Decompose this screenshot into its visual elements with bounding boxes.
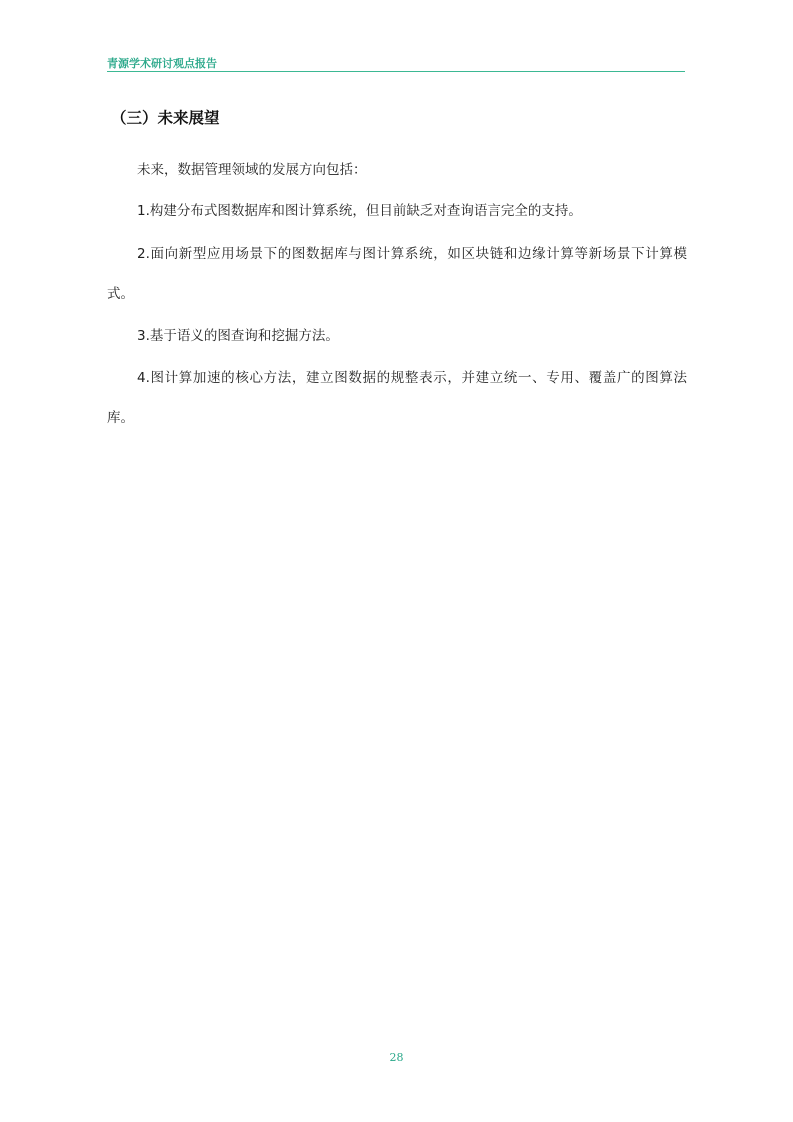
header-divider: [107, 71, 685, 72]
paragraph-intro: 未来，数据管理领域的发展方向包括：: [137, 162, 367, 178]
page-header: [107, 53, 685, 73]
paragraph-item-1: 1.构建分布式图数据库和图计算系统，但目前缺乏对查询语言完全的支持。: [137, 203, 582, 219]
paragraph-item-3: 3.基于语义的图查询和挖掘方法。: [137, 328, 339, 344]
paragraph-item-4: 4.图计算加速的核心方法，建立图数据的规整表示，并建立统一、专用、覆盖广的图算法库。: [107, 370, 687, 426]
page-number: 28: [389, 1051, 404, 1064]
paragraph-item-2: 2.面向新型应用场景下的图数据库与图计算系统，如区块链和边缘计算等新场景下计算模式。: [107, 246, 687, 302]
section-heading: （三）未来展望: [111, 109, 220, 127]
header-title: 青源学术研讨观点报告: [107, 57, 217, 70]
